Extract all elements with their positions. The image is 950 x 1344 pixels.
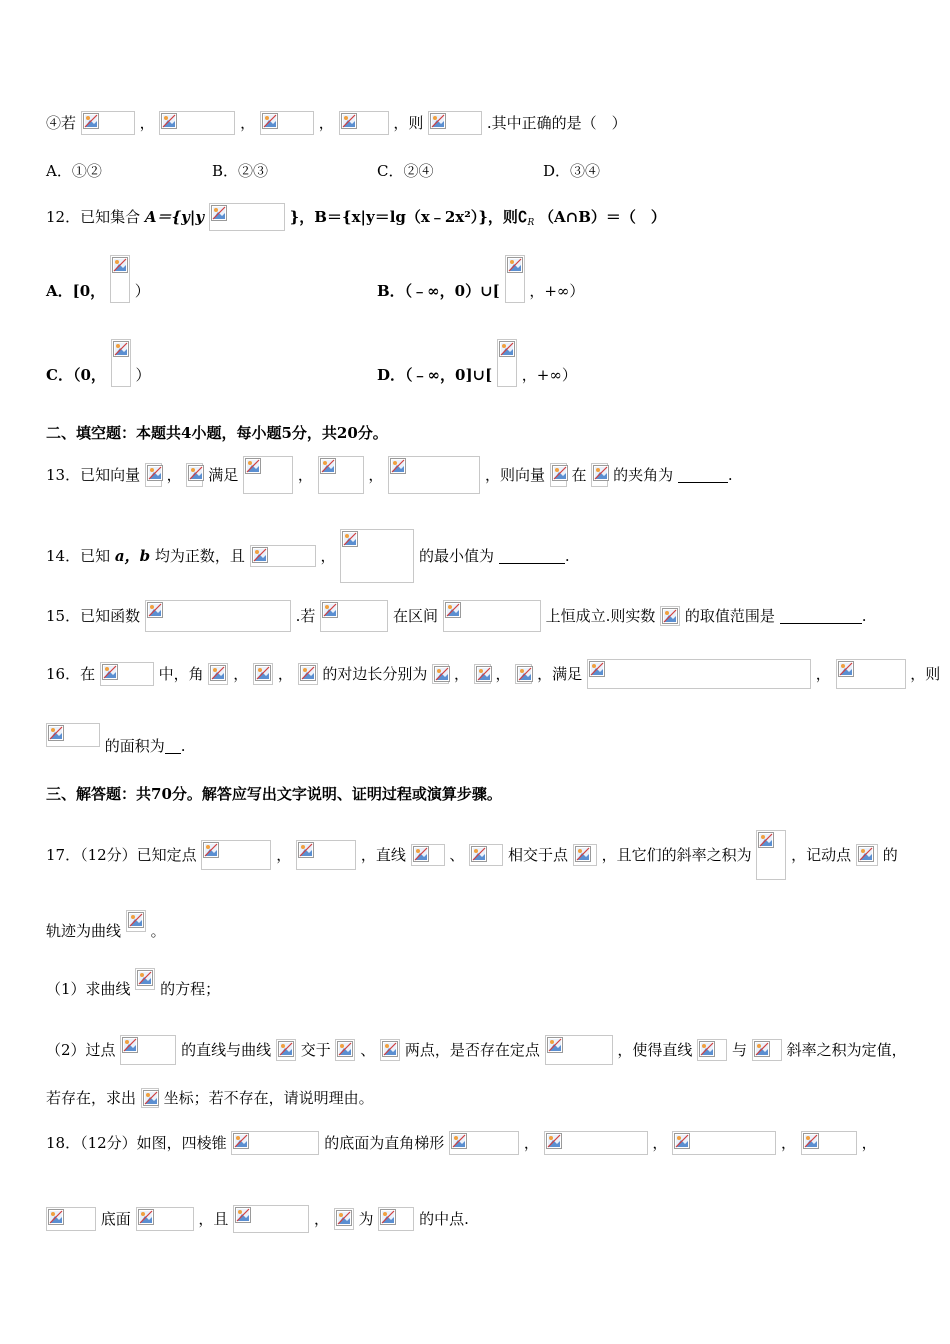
q16-cont: 的面积为 .: [46, 733, 186, 757]
broken-image-icon: [102, 664, 118, 680]
broken-image-icon: [336, 1210, 352, 1226]
broken-image-icon: [517, 666, 533, 682]
formula-image: [141, 1088, 159, 1108]
broken-image-icon: [390, 458, 406, 474]
broken-image-icon: [113, 341, 129, 357]
formula-image: [505, 255, 525, 303]
broken-image-icon: [838, 661, 854, 677]
answer-blank[interactable]: [678, 468, 728, 483]
answer-blank[interactable]: [499, 549, 565, 564]
q12-option-a: A．[0， ）: [46, 278, 150, 302]
broken-image-icon: [858, 846, 874, 862]
q13: 13．已知向量 ， 满足 ， ， ，则向量 在 的夹角为 .: [46, 456, 733, 480]
broken-image-icon: [662, 608, 678, 624]
broken-image-icon: [434, 666, 450, 682]
broken-image-icon: [147, 465, 163, 481]
formula-image: [340, 529, 414, 583]
formula-image: [260, 111, 314, 135]
formula-image: [591, 463, 608, 487]
broken-image-icon: [298, 842, 314, 858]
formula-image: [318, 456, 364, 494]
formula-image: [298, 663, 318, 685]
formula-image: [46, 1207, 96, 1231]
q18-cont: 底面 ，且 ， 为 的中点.: [46, 1205, 469, 1229]
formula-image: [836, 659, 906, 689]
formula-image: [515, 664, 532, 684]
formula-image: [697, 1039, 727, 1061]
broken-image-icon: [547, 1037, 563, 1053]
formula-image: [497, 339, 517, 387]
formula-image: [339, 111, 389, 135]
answer-blank[interactable]: [165, 739, 181, 754]
formula-image: [201, 840, 271, 870]
broken-image-icon: [320, 458, 336, 474]
broken-image-icon: [48, 1209, 64, 1225]
broken-image-icon: [575, 846, 591, 862]
formula-image: [573, 844, 597, 866]
formula-image: [111, 339, 131, 387]
broken-image-icon: [83, 113, 99, 129]
formula-image: [243, 456, 293, 494]
broken-image-icon: [211, 205, 227, 221]
broken-image-icon: [235, 1207, 251, 1223]
broken-image-icon: [143, 1090, 159, 1106]
formula-image: [120, 1035, 176, 1065]
formula-image: [469, 844, 503, 866]
formula-image: [296, 840, 356, 870]
formula-image: [231, 1131, 319, 1155]
formula-image: [186, 463, 203, 487]
q18: 18．（12分）如图，四棱锥 的底面为直角梯形 ， ， ， ，: [46, 1130, 877, 1154]
formula-image: [550, 463, 567, 487]
formula-image: [209, 203, 285, 231]
formula-image: [145, 463, 162, 487]
section-heading: 三、解答题：共70分。解答应写出文字说明、证明过程或演算步骤。: [46, 785, 502, 803]
formula-image: [46, 723, 100, 747]
formula-image: [335, 1039, 355, 1061]
q11-item4: ④若 ， ， ， ，则 .其中正确的是（ ）: [46, 110, 627, 134]
formula-image: [159, 111, 235, 135]
broken-image-icon: [137, 970, 153, 986]
broken-image-icon: [255, 665, 271, 681]
option-d: D．③④: [543, 162, 601, 180]
q17-part1: （1）求曲线 的方程；: [46, 976, 220, 1000]
q12-option-d: D．（﹣∞，0]∪[ ，+∞）: [377, 362, 577, 386]
broken-image-icon: [252, 547, 268, 563]
broken-image-icon: [48, 725, 64, 741]
q17-part2-cont: 若存在，求出 坐标；若不存在，请说明理由。: [46, 1089, 374, 1107]
formula-image: [856, 844, 878, 866]
broken-image-icon: [552, 465, 568, 481]
broken-image-icon: [674, 1133, 690, 1149]
broken-image-icon: [507, 257, 523, 273]
broken-image-icon: [476, 666, 492, 682]
formula-image: [428, 111, 482, 135]
broken-image-icon: [342, 531, 358, 547]
formula-image: [135, 968, 155, 990]
answer-blank[interactable]: [780, 609, 862, 624]
formula-image: [545, 1035, 613, 1065]
formula-image: [544, 1131, 648, 1155]
broken-image-icon: [147, 602, 163, 618]
formula-image: [81, 111, 135, 135]
broken-image-icon: [803, 1133, 819, 1149]
q12-option-b: B．（﹣∞，0）∪[ ，+∞）: [377, 278, 584, 302]
formula-image: [756, 830, 786, 880]
broken-image-icon: [593, 465, 609, 481]
formula-image: [474, 664, 491, 684]
broken-image-icon: [499, 341, 515, 357]
broken-image-icon: [210, 665, 226, 681]
broken-image-icon: [188, 465, 204, 481]
option-a: A．①②: [46, 162, 102, 180]
formula-image: [136, 1207, 194, 1231]
broken-image-icon: [380, 1209, 396, 1225]
formula-image: [320, 600, 388, 632]
broken-image-icon: [445, 602, 461, 618]
formula-image: [801, 1131, 857, 1155]
formula-image: [276, 1039, 296, 1061]
broken-image-icon: [161, 113, 177, 129]
formula-image: [587, 659, 811, 689]
q12-stem: 12．已知集合 A＝{y|y }，B＝{x|y＝lg（x﹣2x²）}，则∁R （A∩B）＝（ ）: [46, 203, 666, 227]
text: ④若: [46, 114, 77, 132]
broken-image-icon: [413, 846, 429, 862]
broken-image-icon: [122, 1037, 138, 1053]
formula-image: [233, 1205, 309, 1233]
formula-image: [145, 600, 291, 632]
broken-image-icon: [112, 257, 128, 273]
broken-image-icon: [341, 113, 357, 129]
formula-image: [443, 600, 541, 632]
formula-image: [334, 1208, 354, 1230]
q15: 15．已知函数 .若 在区间 上恒成立.则实数 的取值范围是 .: [46, 600, 867, 624]
formula-image: [250, 545, 316, 567]
broken-image-icon: [138, 1209, 154, 1225]
broken-image-icon: [546, 1133, 562, 1149]
broken-image-icon: [589, 661, 605, 677]
formula-image: [110, 255, 130, 303]
formula-image: [449, 1131, 519, 1155]
broken-image-icon: [128, 912, 144, 928]
broken-image-icon: [203, 842, 219, 858]
formula-image: [253, 663, 273, 685]
broken-image-icon: [300, 665, 316, 681]
broken-image-icon: [471, 846, 487, 862]
option-c: C．②④: [377, 162, 434, 180]
formula-image: [100, 662, 154, 686]
q14: 14．已知 a，b 均为正数，且 ， 的最小值为 .: [46, 529, 570, 553]
broken-image-icon: [233, 1133, 249, 1149]
formula-image: [752, 1039, 782, 1061]
broken-image-icon: [758, 832, 774, 848]
formula-image: [672, 1131, 776, 1155]
broken-image-icon: [699, 1041, 715, 1057]
q17: 17．（12分）已知定点 ， ，直线 、 相交于点 ，且它们的斜率之积为 ，记动点 的: [46, 830, 898, 854]
formula-image: [411, 844, 445, 866]
section-heading: 二、填空题：本题共4小题，每小题5分，共20分。: [46, 424, 388, 442]
q16: 16．在 中，角 ， ， 的对边长分别为 ， ， ，满足 ， ，则: [46, 659, 940, 683]
q12-option-c: C．（0， ）: [46, 362, 150, 386]
option-b: B．②③: [212, 162, 269, 180]
formula-image: [380, 1039, 400, 1061]
broken-image-icon: [382, 1041, 398, 1057]
broken-image-icon: [451, 1133, 467, 1149]
formula-image: [660, 606, 680, 626]
broken-image-icon: [262, 113, 278, 129]
broken-image-icon: [322, 602, 338, 618]
formula-image: [432, 664, 449, 684]
broken-image-icon: [754, 1041, 770, 1057]
broken-image-icon: [430, 113, 446, 129]
formula-image: [388, 456, 480, 494]
formula-image: [378, 1207, 414, 1231]
q17-part2: （2）过点 的直线与曲线 交于 、 两点，是否存在定点 ，使得直线 与 斜率之积为定值，: [46, 1035, 907, 1059]
broken-image-icon: [245, 458, 261, 474]
broken-image-icon: [278, 1041, 294, 1057]
broken-image-icon: [337, 1041, 353, 1057]
formula-image: [208, 663, 228, 685]
q17-cont: 轨迹为曲线 。: [46, 918, 166, 942]
formula-image: [126, 910, 146, 932]
